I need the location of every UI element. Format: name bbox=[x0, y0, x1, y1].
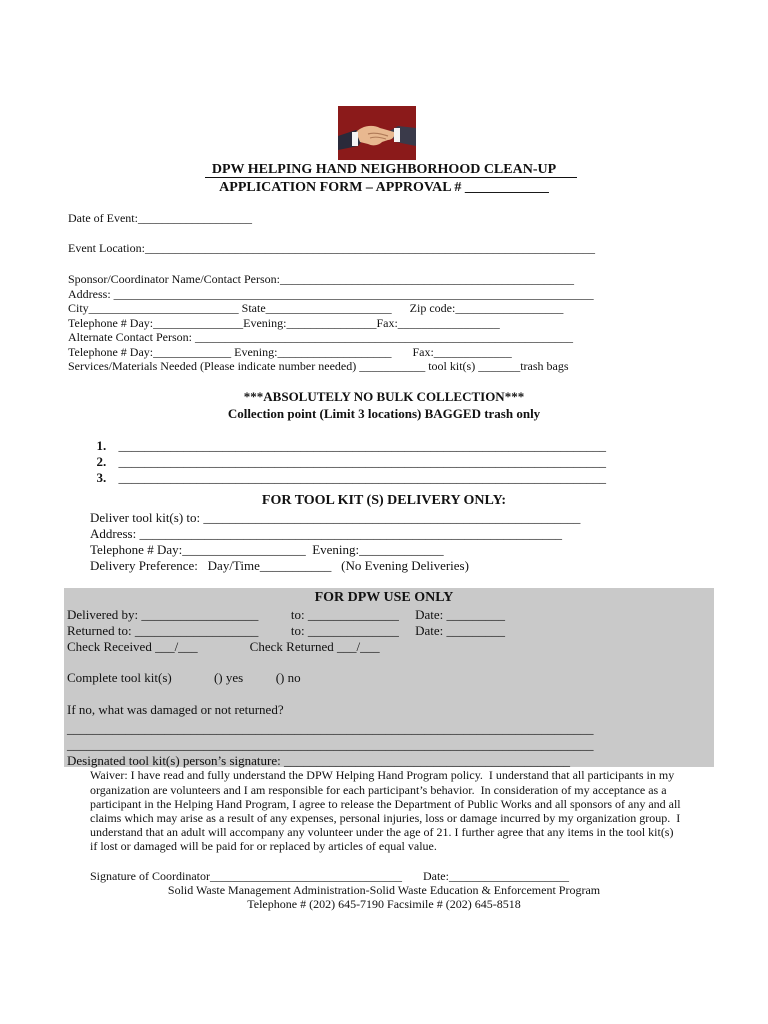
telephone-field[interactable]: Telephone # Day:_______________Evening:_______________Fax:_________________ bbox=[68, 316, 500, 330]
delivery-preference-field[interactable]: Delivery Preference: Day/Time___________ (No Evening Deliveries) bbox=[90, 558, 469, 573]
blank-line[interactable]: ___________________________________________________________________________ bbox=[118, 438, 606, 453]
sponsor-field[interactable]: Sponsor/Coordinator Name/Contact Person:_________________________________________________ bbox=[68, 272, 574, 286]
date-of-event-field[interactable]: Date of Event:___________________ bbox=[68, 211, 252, 225]
designated-signature-field[interactable]: Designated tool kit(s) person’s signature: ____________________________________________ bbox=[67, 753, 570, 768]
check-received-field[interactable]: Check Received ___/___ Check Returned ___/___ bbox=[67, 639, 380, 654]
no-bulk-notice: ***ABSOLUTELY NO BULK COLLECTION*** bbox=[243, 389, 525, 404]
collection-point-heading: Collection point (Limit 3 locations) BAGGED trash only bbox=[227, 406, 541, 421]
delivered-by-field[interactable]: Delivered by: __________________ to: ______________ Date: _________ bbox=[67, 607, 505, 622]
handshake-icon bbox=[338, 106, 416, 160]
telephone-field-2[interactable]: Telephone # Day:_____________ Evening:___________________ Fax:_____________ bbox=[68, 345, 512, 359]
blank-line[interactable]: ___________________________________________________________________________ bbox=[118, 454, 606, 469]
footer-contact: Telephone # (202) 645-7190 Facsimile # (202) 645-8518 bbox=[247, 897, 521, 911]
waiver-line: if lost or damaged will be paid for or replaced by articles of equal value. bbox=[90, 839, 437, 853]
blank-line[interactable]: ___________________________________________________________________________ bbox=[118, 470, 606, 485]
waiver-line: claims which may arise as a result of any expenses, personal injuries, loss or damage incurred by my organization group. I bbox=[90, 811, 681, 825]
damage-line-1[interactable]: _________________________________________________________________________________ bbox=[67, 721, 594, 736]
waiver-line: Waiver: I have read and fully understand the DPW Helping Hand Program policy. I understand that all participants in my bbox=[90, 768, 675, 782]
collection-line-3[interactable] bbox=[90, 458, 606, 484]
list-number: 1. bbox=[96, 438, 107, 453]
waiver-line: participant in the Helping Hand Program, I agree to release the Department of Public Works and all sponsors of any and all bbox=[90, 797, 681, 811]
footer-org: Solid Waste Management Administration-Solid Waste Education & Enforcement Program bbox=[167, 883, 601, 897]
delivery-telephone-field[interactable]: Telephone # Day:___________________ Evening:_____________ bbox=[90, 542, 444, 557]
waiver-line: organization are volunteers and I am responsible for each participant’s behavior. In consideration of my acceptance as a bbox=[90, 783, 667, 797]
alternate-contact-field[interactable]: Alternate Contact Person: _______________________________________________________________ bbox=[68, 330, 573, 344]
city-state-zip-field[interactable]: City_________________________ State_____________________ Zip code:__________________ bbox=[68, 301, 564, 315]
coordinator-signature-field[interactable]: Signature of Coordinator________________________________ Date:____________________ bbox=[90, 869, 569, 883]
damage-question: If no, what was damaged or not returned? bbox=[67, 702, 284, 717]
list-number: 3. bbox=[96, 470, 107, 485]
damage-line-2[interactable]: _________________________________________________________________________________ bbox=[67, 737, 594, 752]
address-field[interactable]: Address: ________________________________________________________________________________ bbox=[68, 287, 594, 301]
returned-to-field[interactable]: Returned to: ___________________ to: ______________ Date: _________ bbox=[67, 623, 506, 638]
deliver-to-field[interactable]: Deliver tool kit(s) to: __________________________________________________________ bbox=[90, 510, 581, 525]
delivery-heading: FOR TOOL KIT (S) DELIVERY ONLY: bbox=[261, 493, 507, 508]
list-number: 2. bbox=[96, 454, 107, 469]
services-field[interactable]: Services/Materials Needed (Please indicate number needed) ___________ tool kit(s) _______trash bags bbox=[68, 359, 569, 373]
waiver-line: understand that an adult will accompany any volunteer under the age of 21. I further agree that any items in the tool kit(s) bbox=[90, 825, 674, 839]
delivery-address-field[interactable]: Address: _________________________________________________________________ bbox=[90, 526, 562, 541]
event-location-field[interactable]: Event Location:___________________________________________________________________________ bbox=[68, 241, 595, 255]
dpw-use-heading: FOR DPW USE ONLY bbox=[314, 590, 454, 605]
form-subtitle: APPLICATION FORM – APPROVAL # ____________ bbox=[219, 180, 549, 195]
form-title: DPW HELPING HAND NEIGHBORHOOD CLEAN-UP bbox=[211, 162, 557, 177]
complete-kit-field[interactable]: Complete tool kit(s) () yes () no bbox=[67, 670, 301, 685]
title-underline bbox=[205, 177, 577, 178]
